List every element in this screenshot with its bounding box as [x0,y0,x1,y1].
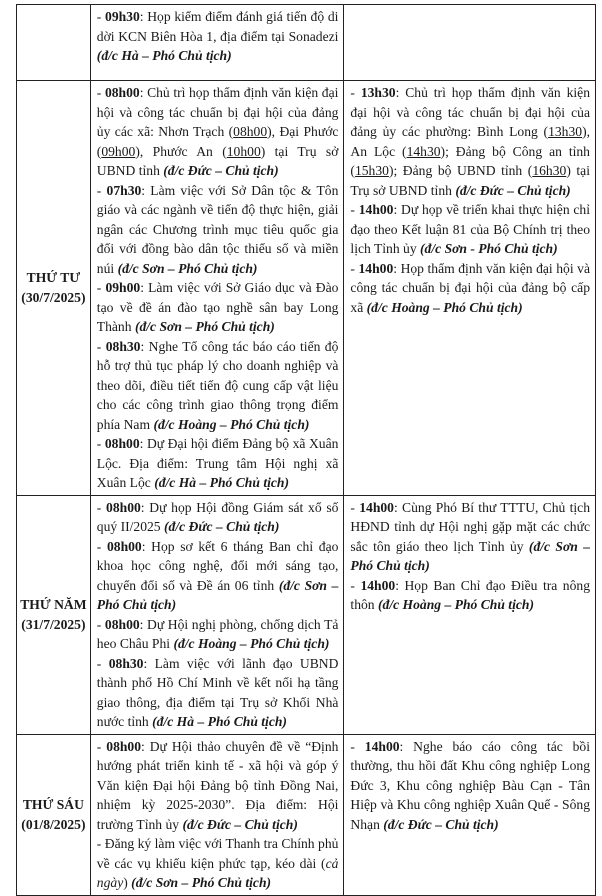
time-label: 08h00 [106,538,142,554]
time-label: 08h00 [104,85,140,100]
list-item: - 13h30: Chủ trì họp thẩm định văn kiện đại hội và công tác chuẩn bị đại hội của đảng ủy các phường: Bình Long (13h30), An Lộc (14h30); Đảng bộ Công an tỉnh (15h30); Đảng bộ UBND tỉnh (16h30) tại Trụ sở UBND tỉnh (đ/c Đức – Chủ tịch) [350,85,590,198]
person-label: (đ/c Đức – Chủ tịch) [455,182,571,198]
item-text: : Làm việc với lãnh đạo UBND thành phố Hồ Chí Minh về kết nối hạ tầng giao thông, địa điểm tại Trụ sở Khối Nhà nước tỉnh [96,655,339,729]
list-item: - 14h00: Dự họp về triển khai thực hiện chỉ đạo theo Kết luận 81 của Bộ Chính trị theo lịch Tỉnh ủy (đ/c Sơn - Phó Chủ tịch) [350,202,591,256]
item-text: ) [123,875,132,890]
afternoon-cell [344,5,596,81]
item-text: ), Đại Phước ( [96,124,339,159]
time-label: 09h00 [105,280,141,295]
time-label: 08h00 [106,738,142,754]
list-item: - 14h00: Nghe báo cáo công tác bồi thường, thu hồi đất Khu công nghiệp Long Đức 3, Khu công nghiệp Bàu Cạn - Tân Hiệp và Khu công nghiệp Xuân Quế - Sông Nhạn (đ/c Đức – Chủ tịch) [350,738,590,832]
day-cell [17,734,91,895]
item-text: : Họp sơ kết 6 tháng Ban chỉ đạo khoa học công nghệ, đổi mới sáng tạo, chuyển đổi số và Đề án 06 tỉnh [96,538,339,593]
list-item: - 08h00: Dự Hội nghị phòng, chống dịch Tả heo Châu Phi (đ/c Hoàng – Phó Chủ tịch) [96,616,339,651]
day-name: THỨ TƯ [26,270,81,286]
person-label: (đ/c Đức – Chủ tịch) [383,816,499,832]
afternoon-cell [344,734,596,895]
time-label: 08h30 [105,338,141,354]
person-label: (đ/c Đức – Chủ tịch) [182,816,298,832]
morning-cell [90,495,344,734]
morning-cell [90,81,344,496]
list-item: - 09h30: Họp kiểm điểm đánh giá tiến độ di dời KCN Biên Hòa 1, địa điểm tại Sonadezi (đ/c Hà – Phó Chủ tịch) [96,9,339,63]
person-label: (đ/c Hà – Phó Chủ tịch) [152,714,287,729]
morning-cell [90,734,344,895]
item-text: : Chủ trì họp thẩm định văn kiện đại hội và công tác chuẩn bị đại hội của đảng ủy các phường: Bình Long ( [350,85,590,139]
person-label: (đ/c Hoàng – Phó Chủ tịch) [378,597,534,612]
list-item [97,834,339,893]
list-item: - 08h00: Chủ trì họp thẩm định văn kiện đại hội và công tác chuẩn bị đại hội của đảng ủy các xã: Nhơn Trạch (08h00), Đại Phước (09h00), Phước An (10h00) tại Trụ sở UBND tỉnh (đ/c Đức – Chủ tịch) [96,85,339,178]
day-date: (30/7/2025) [21,289,86,305]
time-label: 14h00 [358,202,394,217]
table-row [17,734,596,895]
item-text: : Nghe Tổ công tác báo cáo tiến độ hỗ trợ thủ tục pháp lý cho doanh nghiệp và theo dõi, điều tiết tiến độ cung cấp vật liệu cho các công trình giao thông trọng điểm phía Nam [96,338,339,432]
person-label: (đ/c Sơn – Phó Chủ tịch) [96,577,339,612]
day-cell [17,495,91,734]
item-text: - Đăng ký làm việc với Thanh tra Chính phủ về các vụ khiếu kiện phức tạp, kéo dài ( [96,836,339,871]
item-text: : Nghe báo cáo công tác bồi thường, thu hồi đất Khu công nghiệp Long Đức 3, Khu công nghiệp Bàu Cạn - Tân Hiệp và Khu công nghiệp Xuân Quế - Sông Nhạn [350,738,590,832]
time-label: 14h00 [364,738,400,754]
day-date: (01/8/2025) [21,816,86,832]
person-label: (đ/c Hà – Phó Chủ tịch) [96,48,232,63]
time-label: 08h00 [106,499,141,515]
person-label: (đ/c Sơn – Phó Chủ tịch) [350,538,590,573]
person-label: (đ/c Hà – Phó Chủ tịch) [154,475,290,490]
time-label: 14h00 [359,499,394,515]
list-item: - 07h30: Làm việc với Sở Dân tộc & Tôn giáo và các ngành về tiến độ thực hiện, giải ngân các Chương trình mục tiêu quốc gia đối với đồng bào dân tộc thiểu số và miền núi (đ/c Sơn – Phó Chủ tịch) [96,182,339,276]
list-item: - 08h30: Nghe Tổ công tác báo cáo tiến độ hỗ trợ thủ tục pháp lý cho doanh nghiệp và theo dõi, điều tiết tiến độ cung cấp vật liệu cho các công trình giao thông trọng điểm phía Nam (đ/c Hoàng – Phó Chủ tịch) [96,338,339,432]
person-label: (đ/c Hoàng – Phó Chủ tịch) [173,636,330,651]
list-item: - 14h00: Họp thẩm định văn kiện đại hội và công tác chuẩn bị đại hội của đảng bộ cấp xã (đ/c Hoàng – Phó Chủ tịch) [350,260,590,315]
time-label: 08h00 [104,616,140,632]
table-row [17,81,596,496]
underlined-time: 15h30 [354,163,389,178]
list-item: - 09h00: Làm việc với Sở Giáo dục và Đào tạo về đề án đào tạo nghề sân bay Long Thành (đ/c Sơn – Phó Chủ tịch) [96,280,339,334]
time-label: 14h00 [360,577,396,593]
item-text: : Dự Hội thảo chuyên đề về “Định hướng phát triển kinh tế - xã hội và góp ý Văn kiện Đại hội Đảng bộ tỉnh Đồng Nai, nhiệm kỳ 2025-2030”. Địa điểm: Hội trường Tỉnh ủy [96,738,339,832]
person-label: (đ/c Sơn – Phó Chủ tịch) [117,260,258,276]
morning-cell [90,5,344,81]
underlined-time: 16h30 [532,163,567,178]
item-text: : Họp kiểm điểm đánh giá tiến độ di dời KCN Biên Hòa 1, địa điểm tại Sonadezi [96,9,339,44]
item-text: : Làm việc với Sở Giáo dục và Đào tạo về đề án đào tạo nghề sân bay Long Thành [96,280,339,334]
day-date: (31/7/2025) [21,616,86,632]
person-label: (đ/c Hoàng – Phó Chủ tịch) [153,416,310,432]
item-text: ); Đảng bộ UBND tỉnh ( [388,163,533,178]
list-item: - 08h00: Dự Hội thảo chuyên đề về “Định hướng phát triển kinh tế - xã hội và góp ý Văn kiện Đại hội Đảng bộ tỉnh Đồng Nai, nhiệm kỳ 2025-2030”. Địa điểm: Hội trường Tỉnh ủy (đ/c Đức – Chủ tịch) [96,738,339,832]
underlined-time: 09h00 [101,143,136,159]
item-text: ); Đảng bộ Công an tỉnh ( [350,143,590,178]
schedule-table [16,4,596,896]
day-name: THỨ NĂM [20,597,87,612]
item-text: ) tại Trụ sở UBND tỉnh [350,163,590,198]
item-text: ), Phước An ( [135,143,227,159]
day-cell [17,81,91,496]
list-item: - 14h00: Họp Ban Chỉ đạo Điều tra nông thôn (đ/c Hoàng – Phó Chủ tịch) [350,577,590,612]
time-label: 09h30 [105,9,140,24]
person-label: (đ/c Đức – Chủ tịch) [163,163,279,178]
list-item: - 08h00: Dự Đại hội điểm Đảng bộ xã Xuân Lộc. Địa điểm: Trung tâm Hội nghị xã Xuân Lộc (đ/c Hà – Phó Chủ tịch) [96,436,339,490]
item-text: : Họp thẩm định văn kiện đại hội và công tác chuẩn bị đại hội của đảng bộ cấp xã [350,260,590,315]
item-text: ), An Lộc ( [350,124,590,159]
person-label: (đ/c Hoàng – Phó Chủ tịch) [366,299,523,315]
person-label: (đ/c Sơn - Phó Chủ tịch) [420,241,558,256]
table-row [17,495,596,734]
item-text: : Dự họp Hội đồng Giám sát xổ số quý II/2025 [96,499,339,534]
list-item: - 08h00: Dự họp Hội đồng Giám sát xổ số quý II/2025 (đ/c Đức – Chủ tịch) [96,499,339,534]
time-label: 08h30 [108,655,144,671]
time-label: 13h30 [360,85,396,100]
person-label: (đ/c Sơn – Phó Chủ tịch) [134,319,275,334]
list-item: - 14h00: Cùng Phó Bí thư TTTU, Chủ tịch HĐND tỉnh dự Hội nghị gặp mặt các chức sắc tôn giáo theo lịch Tỉnh ủy (đ/c Sơn – Phó Chủ tịch) [350,499,590,573]
person-label: (đ/c Đức – Chủ tịch) [164,519,280,534]
list-item: - 08h30: Làm việc với lãnh đạo UBND thành phố Hồ Chí Minh về kết nối hạ tầng giao thông, địa điểm tại Trụ sở Khối Nhà nước tỉnh (đ/c Hà – Phó Chủ tịch) [96,655,339,729]
underlined-time: 14h30 [406,143,441,159]
underlined-time: 13h30 [548,124,583,139]
time-label: 14h00 [358,260,394,276]
underlined-time: 10h00 [226,143,261,159]
time-label: 08h00 [104,436,140,451]
list-item: - 08h00: Họp sơ kết 6 tháng Ban chỉ đạo khoa học công nghệ, đổi mới sáng tạo, chuyển đổi số và Đề án 06 tỉnh (đ/c Sơn – Phó Chủ tịch) [96,538,339,612]
item-text: : Làm việc với Sở Dân tộc & Tôn giáo và các ngành về tiến độ thực hiện, giải ngân các Chương trình mục tiêu quốc gia đối với đồng bào dân tộc thiểu số và miền núi [96,182,339,276]
italic-note: cả ngày [96,855,339,890]
person-label: (đ/c Sơn – Phó Chủ tịch) [131,875,272,890]
item-text: ) tại Trụ sở UBND tỉnh [96,143,339,178]
item-text: : Chủ trì họp thẩm định văn kiện đại hội và công tác chuẩn bị đại hội của đảng ủy các xã: Nhơn Trạch ( [96,85,339,139]
table-row [17,5,596,81]
item-text: : Cùng Phó Bí thư TTTU, Chủ tịch HĐND tỉnh dự Hội nghị gặp mặt các chức sắc tôn giáo theo lịch Tỉnh ủy [350,499,590,554]
afternoon-cell [344,81,596,496]
item-text: : Dự Hội nghị phòng, chống dịch Tả heo Châu Phi [96,616,339,651]
day-cell [17,5,91,81]
item-text: : Dự Đại hội điểm Đảng bộ xã Xuân Lộc. Địa điểm: Trung tâm Hội nghị xã Xuân Lộc [96,436,339,490]
underlined-time: 08h00 [233,124,268,139]
item-text: : Dự họp về triển khai thực hiện chỉ đạo theo Kết luận 81 của Bộ Chính trị theo lịch Tỉnh ủy [350,202,591,256]
day-name: THỨ SÁU [22,797,84,812]
afternoon-cell [344,495,596,734]
time-label: 07h30 [106,182,142,198]
item-text: : Họp Ban Chỉ đạo Điều tra nông thôn [350,577,590,612]
